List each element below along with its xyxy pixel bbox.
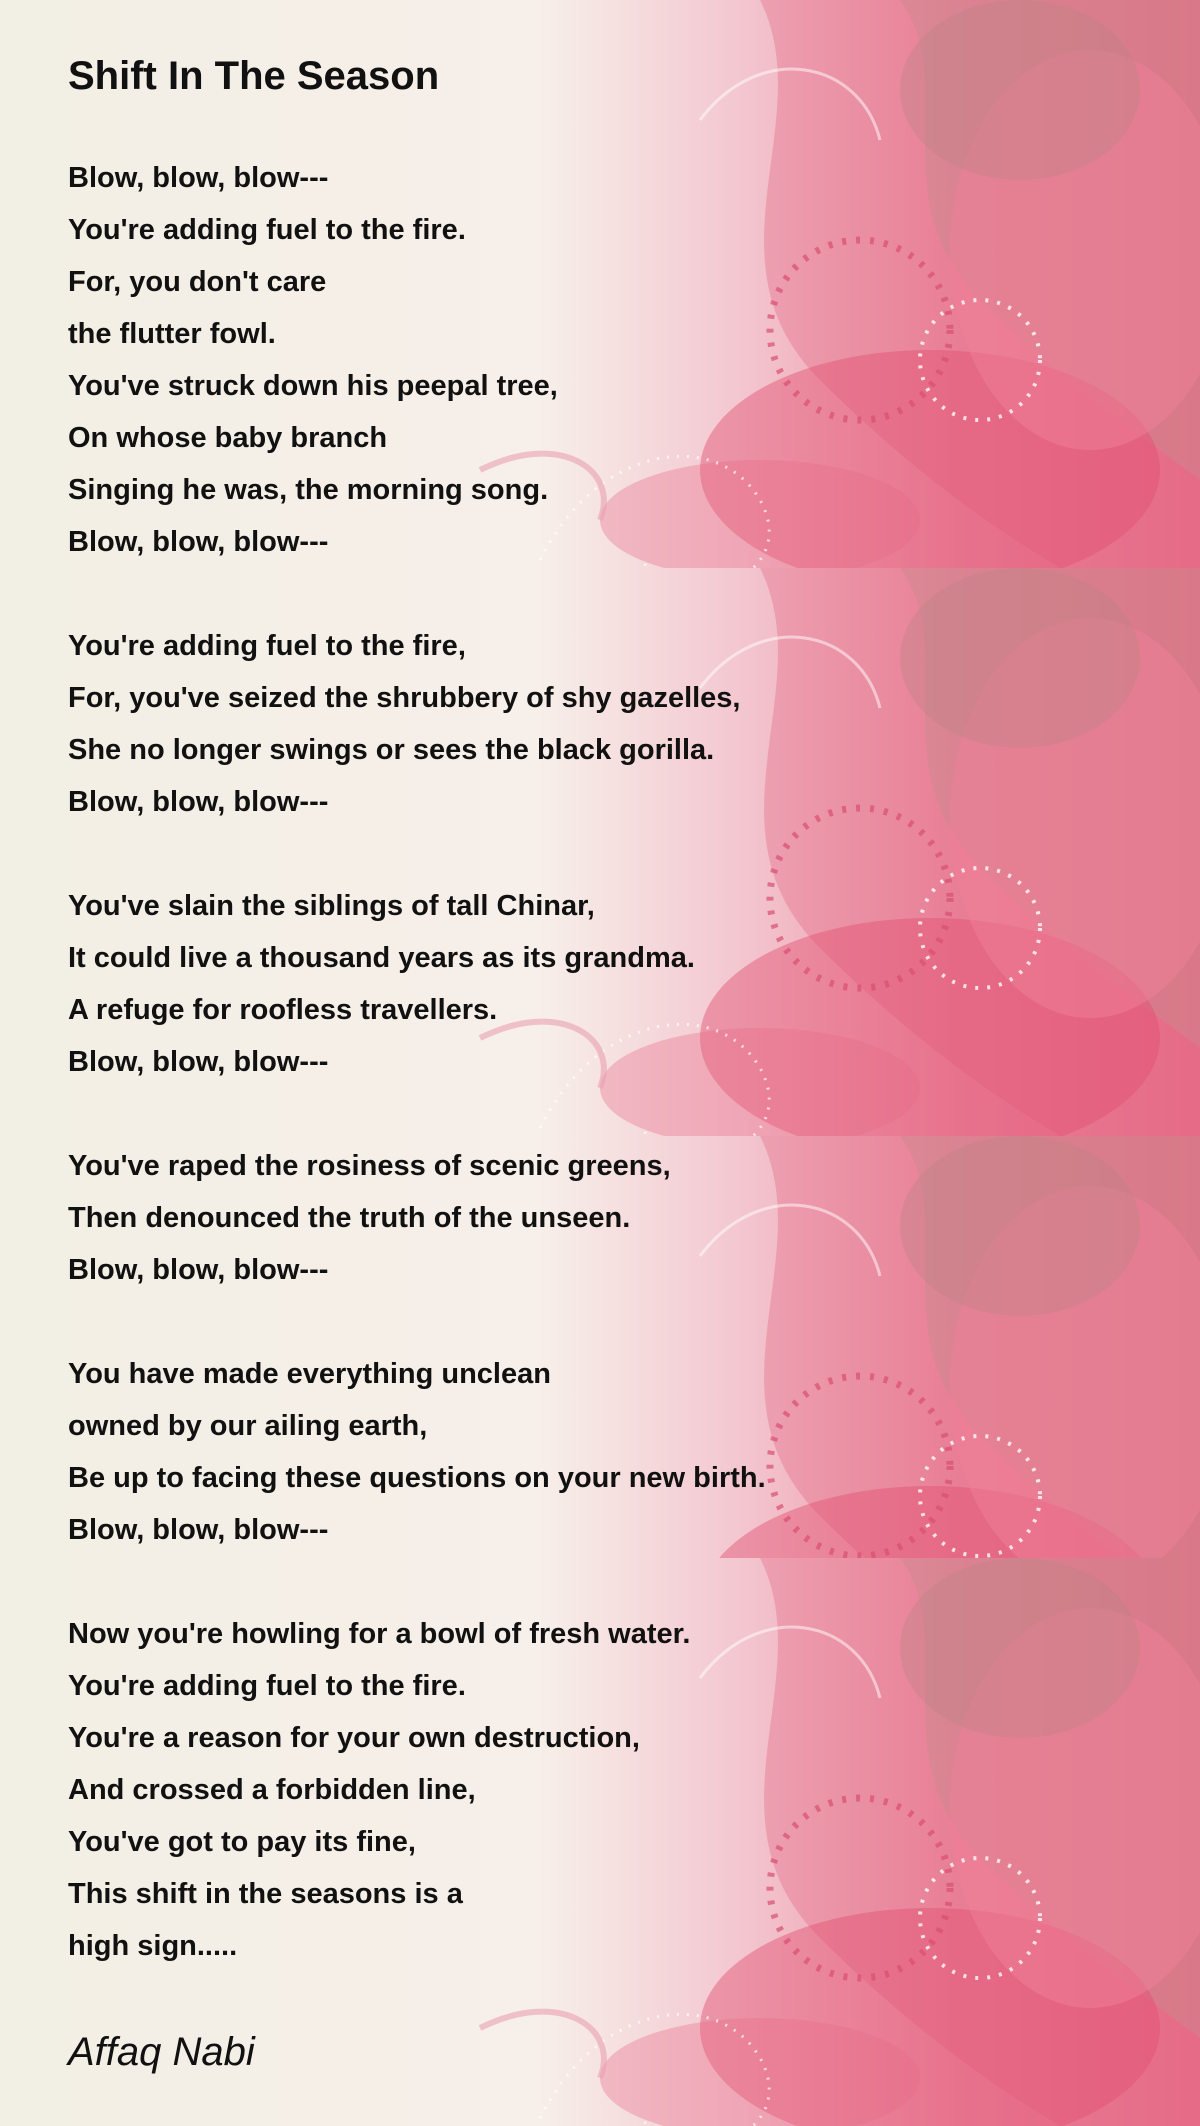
poem-line: She no longer swings or sees the black gorilla. — [68, 734, 715, 766]
poem-line: Blow, blow, blow--- — [68, 526, 329, 558]
poem-line: You're adding fuel to the fire. — [68, 1670, 466, 1702]
poem-line: This shift in the seasons is a — [68, 1878, 463, 1910]
poem-line: You've raped the rosiness of scenic greens, — [68, 1150, 671, 1182]
poem-line: You have made everything unclean — [68, 1358, 551, 1390]
poem-line: On whose baby branch — [68, 422, 388, 454]
stanza-3 — [68, 880, 1148, 1088]
stanza-1 — [68, 152, 1148, 568]
stanza-6 — [68, 1608, 1148, 1972]
poem-line: You're adding fuel to the fire, — [68, 630, 466, 662]
poem-line: the flutter fowl. — [68, 318, 276, 350]
poem-line: You've got to pay its fine, — [68, 1826, 416, 1858]
poem-line: For, you don't care — [68, 266, 327, 298]
poem-line: Now you're howling for a bowl of fresh water. — [68, 1618, 691, 1650]
poem-line: A refuge for roofless travellers. — [68, 994, 498, 1026]
poem-line: Then denounced the truth of the unseen. — [68, 1202, 631, 1234]
stanza-5 — [68, 1348, 1148, 1556]
poem-line: You're a reason for your own destruction, — [68, 1722, 640, 1754]
poem-line: For, you've seized the shrubbery of shy gazelles, — [68, 682, 741, 714]
stanza-4 — [68, 1140, 1148, 1296]
poem-title: Shift In The Season — [68, 54, 440, 98]
poem-line: Blow, blow, blow--- — [68, 1254, 329, 1286]
poem-line: Blow, blow, blow--- — [68, 162, 329, 194]
poem-container — [68, 46, 1148, 2082]
poem-author[interactable]: Affaq Nabi — [68, 2030, 255, 2074]
poem-line: It could live a thousand years as its grandma. — [68, 942, 695, 974]
poem-line: owned by our ailing earth, — [68, 1410, 428, 1442]
poem-line: And crossed a forbidden line, — [68, 1774, 476, 1806]
poem-line: You've struck down his peepal tree, — [68, 370, 558, 402]
poem-line: Blow, blow, blow--- — [68, 786, 329, 818]
poem-line: high sign..... — [68, 1930, 238, 1962]
poem-line: Singing he was, the morning song. — [68, 474, 549, 506]
poem-line: Blow, blow, blow--- — [68, 1046, 329, 1078]
stanza-2 — [68, 620, 1148, 828]
poem-line: You've slain the siblings of tall Chinar, — [68, 890, 595, 922]
poem-line: You're adding fuel to the fire. — [68, 214, 466, 246]
poem-line: Be up to facing these questions on your new birth. — [68, 1462, 766, 1494]
poem-line: Blow, blow, blow--- — [68, 1514, 329, 1546]
